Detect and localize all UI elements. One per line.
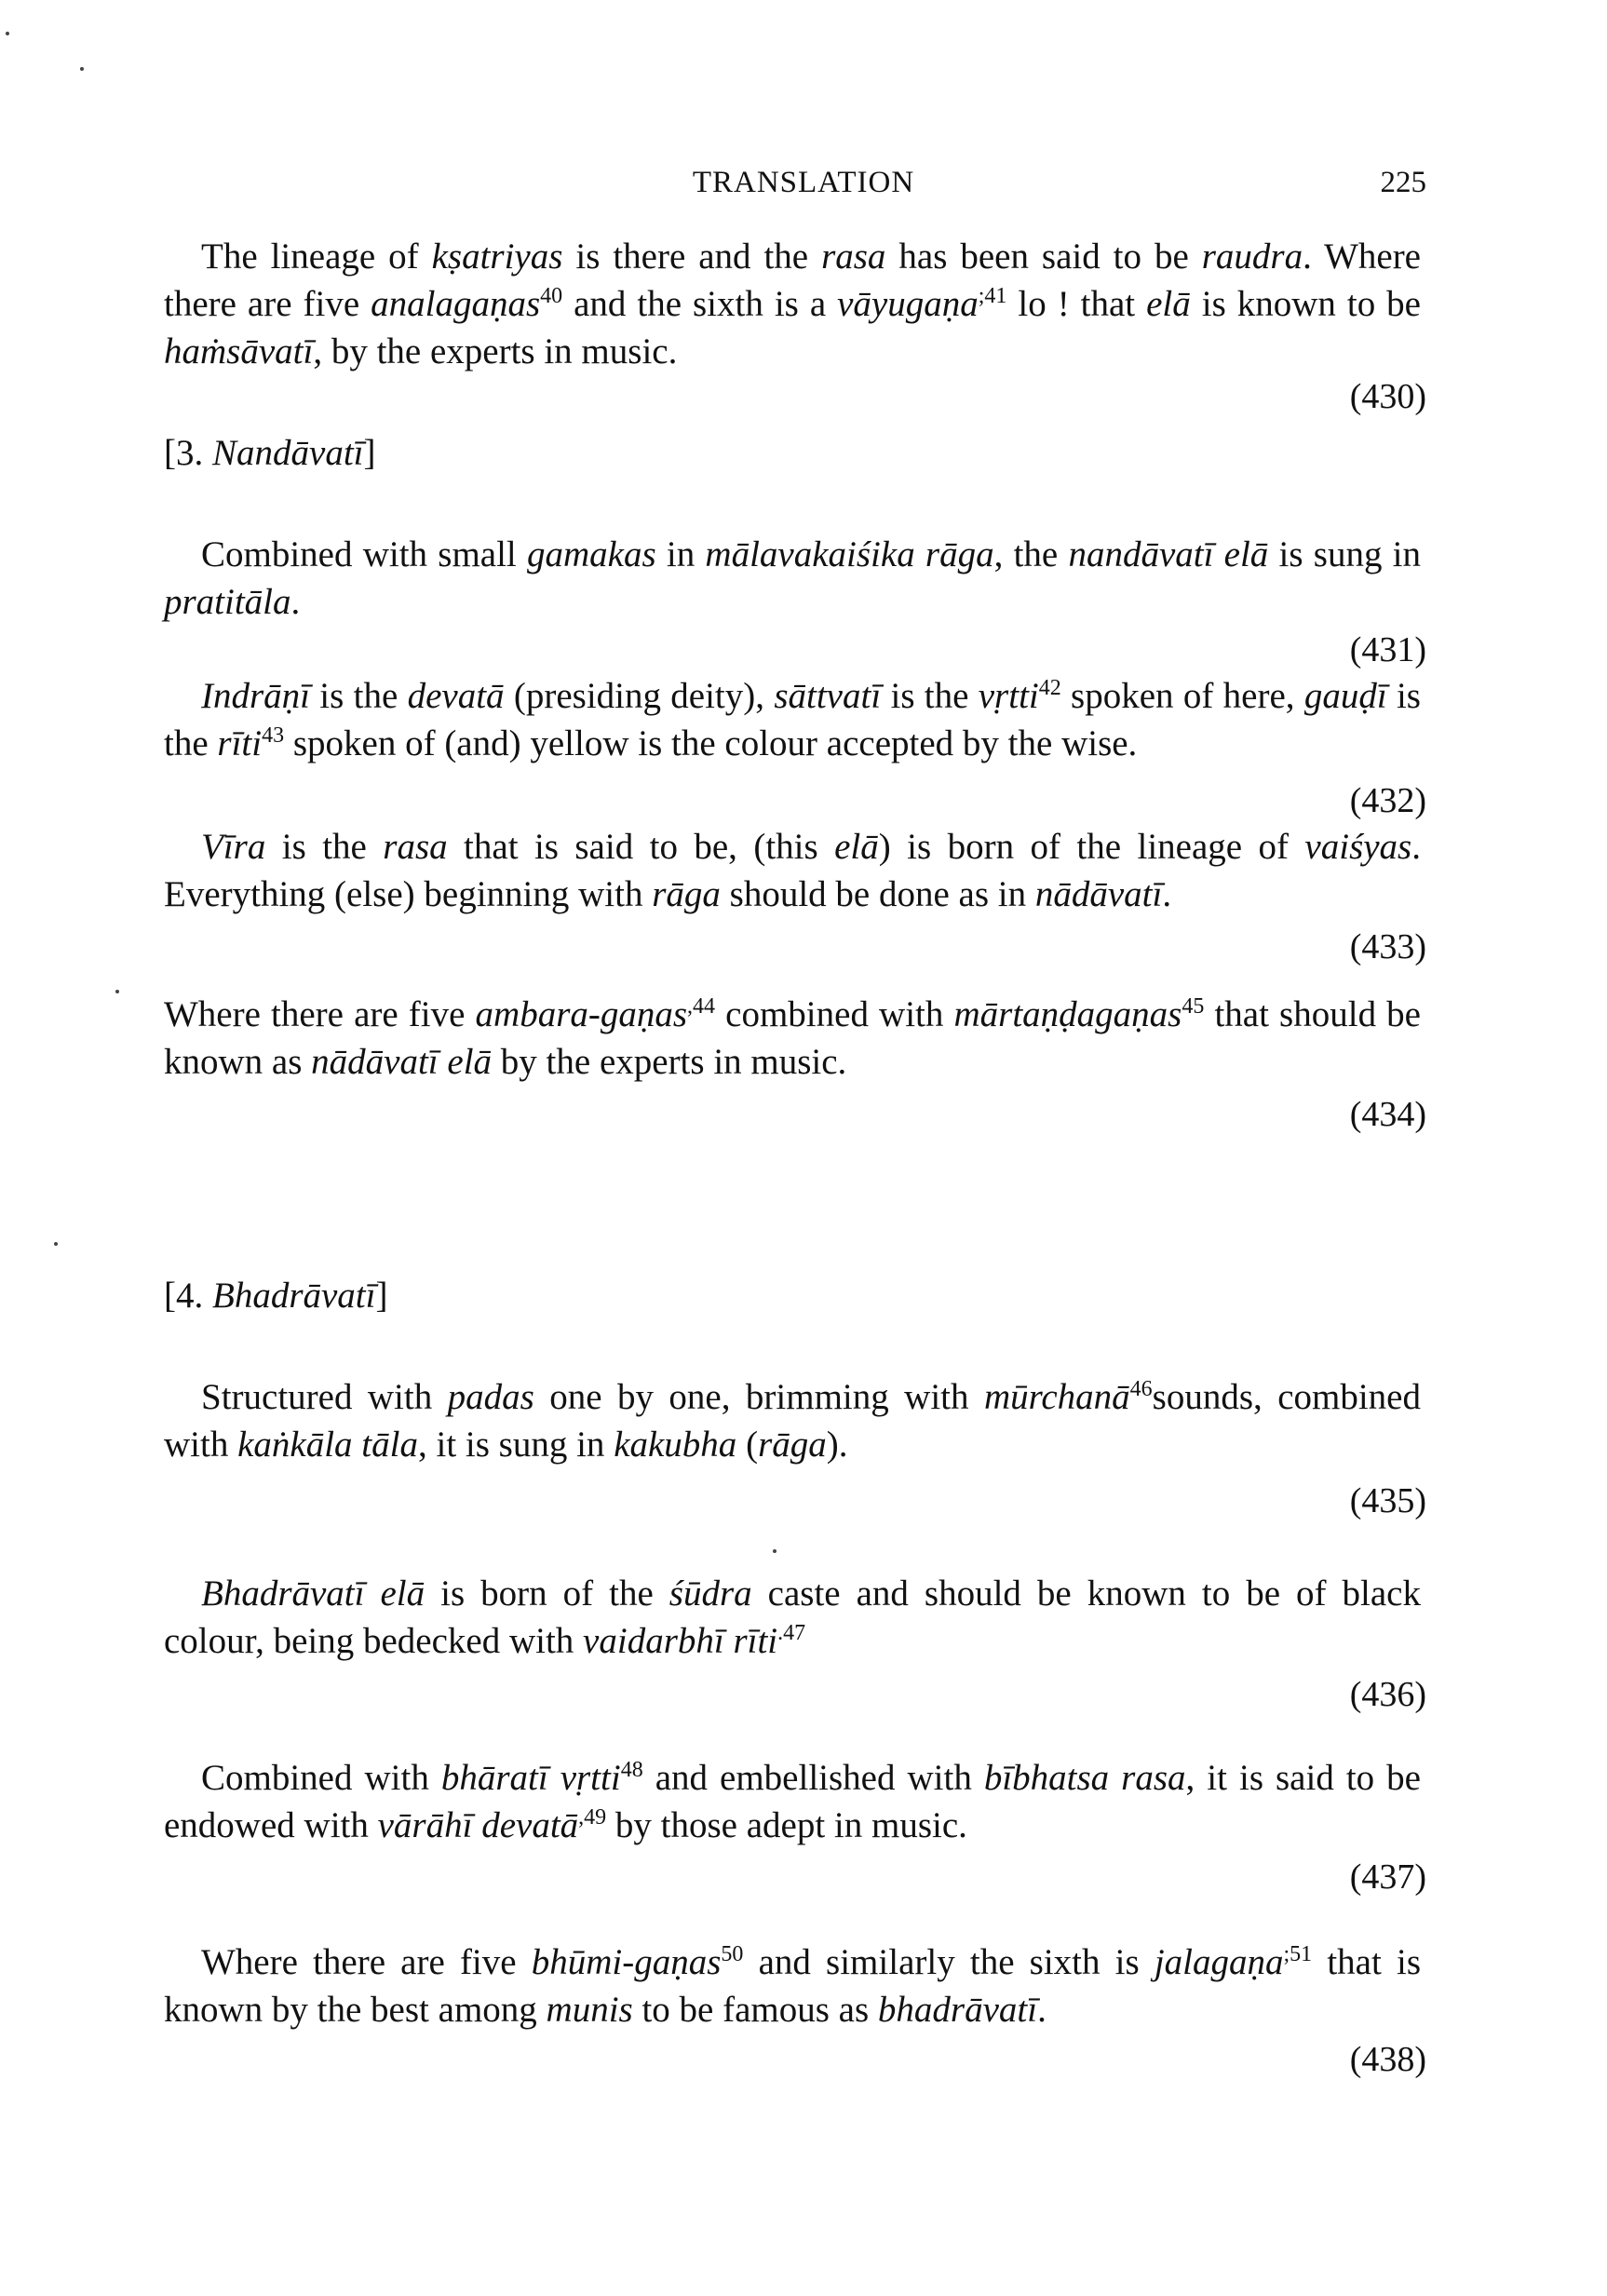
text-run: ) is born of the lineage of bbox=[878, 827, 1305, 867]
text-run: is known to be bbox=[1190, 284, 1421, 324]
footnote-ref: 43 bbox=[262, 723, 285, 748]
italic-term: Vīra bbox=[201, 827, 266, 867]
italic-term: bhadrāvatī bbox=[877, 1990, 1038, 2030]
text-run: , the bbox=[993, 534, 1069, 574]
text-run: caste and should be known to be of black colour, being bedecked with bbox=[164, 1573, 1421, 1661]
scan-speck bbox=[115, 990, 119, 993]
italic-term: śūdra bbox=[668, 1573, 752, 1614]
text-run: (presiding deity), bbox=[504, 676, 775, 716]
text-run: , it is said to be endowed with bbox=[164, 1758, 1421, 1845]
text-run: Combined with small bbox=[201, 534, 527, 574]
text-run: ( bbox=[736, 1425, 759, 1465]
text-run: and similarly the sixth is bbox=[743, 1942, 1155, 1982]
italic-term: haṁsāvatī bbox=[164, 331, 314, 371]
italic-term: gamakas bbox=[526, 534, 656, 574]
footnote-ref: 50 bbox=[721, 1942, 744, 1966]
italic-term: bhūmi-gaṇas bbox=[531, 1942, 722, 1982]
italic-term: vārāhī devatā bbox=[377, 1805, 579, 1845]
verse-number-431: (431) bbox=[1349, 630, 1426, 669]
text-run: sounds, combined with bbox=[164, 1377, 1421, 1465]
running-header: TRANSLATION bbox=[692, 166, 915, 199]
italic-term: mūrchanā bbox=[983, 1377, 1130, 1417]
italic-term: vaidarbhī rīti bbox=[583, 1621, 778, 1661]
text-run: ] bbox=[363, 433, 376, 473]
paragraph-431 bbox=[164, 531, 1421, 626]
paragraph-434 bbox=[164, 991, 1421, 1086]
text-run: by the experts in music. bbox=[492, 1042, 847, 1082]
scan-speck bbox=[6, 32, 9, 35]
text-run: one by one, brimming with bbox=[533, 1377, 984, 1417]
page-number: 225 bbox=[1380, 166, 1426, 199]
text-run: that is said to be, (this bbox=[447, 827, 835, 867]
footnote-ref: 45 bbox=[1182, 994, 1205, 1019]
italic-term: mārtaṇḍagaṇas bbox=[953, 994, 1182, 1034]
italic-term: rasa bbox=[383, 827, 448, 867]
italic-term: bhāratī vṛtti bbox=[440, 1758, 621, 1798]
text-run: . bbox=[1162, 874, 1172, 914]
text-run: is sung in bbox=[1268, 534, 1421, 574]
text-run: [4. bbox=[164, 1276, 212, 1316]
footnote-ref: ,44 bbox=[687, 994, 716, 1019]
paragraph-433 bbox=[164, 823, 1421, 918]
paragraph-432 bbox=[164, 672, 1421, 767]
italic-term: vṛtti bbox=[978, 676, 1039, 716]
text-run: . Everything (else) beginning with bbox=[164, 827, 1421, 914]
italic-term: vaiśyas bbox=[1304, 827, 1412, 867]
verse-number-436: (436) bbox=[1349, 1675, 1426, 1714]
italic-term: jalagaṇa bbox=[1154, 1942, 1284, 1982]
text-run: . Where there are five bbox=[164, 236, 1421, 324]
scan-speck bbox=[773, 1549, 776, 1553]
text-run: and embellished with bbox=[642, 1758, 984, 1798]
section-heading-3 bbox=[164, 432, 376, 474]
italic-term: rasa bbox=[821, 236, 886, 277]
text-run: is the bbox=[164, 676, 1421, 763]
text-run: that is known by the best among bbox=[164, 1942, 1421, 2030]
italic-term: padas bbox=[447, 1377, 534, 1417]
italic-term: kṣatriyas bbox=[431, 236, 563, 277]
text-run: . bbox=[290, 582, 301, 622]
verse-number-435: (435) bbox=[1349, 1481, 1426, 1520]
italic-term: rāga bbox=[652, 874, 721, 914]
text-run: that should be known as bbox=[164, 994, 1421, 1082]
paragraph-430 bbox=[164, 233, 1421, 375]
italic-term: pratitāla bbox=[164, 582, 291, 622]
verse-number-437: (437) bbox=[1349, 1857, 1426, 1897]
italic-term: sāttvatī bbox=[774, 676, 882, 716]
scan-speck bbox=[80, 67, 84, 71]
italic-term: analagaṇas bbox=[371, 284, 541, 324]
italic-term: ambara-gaṇas bbox=[475, 994, 688, 1034]
footnote-ref: .47 bbox=[777, 1621, 806, 1645]
italic-term: mālavakaiśika rāga bbox=[705, 534, 994, 574]
footnote-ref: ;41 bbox=[978, 284, 1007, 308]
italic-term: raudra bbox=[1201, 236, 1303, 277]
italic-term: Nandāvatī bbox=[212, 433, 364, 473]
verse-number-438: (438) bbox=[1349, 2040, 1426, 2079]
italic-term: Bhadrāvatī elā bbox=[201, 1573, 425, 1614]
text-run: to be famous as bbox=[632, 1990, 878, 2030]
text-run: The lineage of bbox=[201, 236, 432, 277]
text-run: ] bbox=[375, 1276, 388, 1316]
text-run: Where there are five bbox=[164, 994, 476, 1034]
italic-term: rāga bbox=[758, 1425, 827, 1465]
italic-term: rīti bbox=[217, 723, 263, 763]
italic-term: bībhatsa rasa bbox=[983, 1758, 1186, 1798]
footnote-ref: 48 bbox=[620, 1758, 643, 1782]
italic-term: nandāvatī elā bbox=[1068, 534, 1269, 574]
footnote-ref: ;51 bbox=[1283, 1942, 1313, 1966]
verse-number-433: (433) bbox=[1349, 927, 1426, 966]
italic-term: elā bbox=[834, 827, 879, 867]
text-run: in bbox=[655, 534, 706, 574]
text-run: , it is sung in bbox=[417, 1425, 614, 1465]
text-run: combined with bbox=[715, 994, 954, 1034]
text-run: ). bbox=[826, 1425, 848, 1465]
verse-number-434: (434) bbox=[1349, 1095, 1426, 1134]
text-run: Combined with bbox=[201, 1758, 441, 1798]
footnote-ref: 40 bbox=[540, 284, 563, 308]
italic-term: nādāvatī bbox=[1034, 874, 1163, 914]
text-run: is there and the bbox=[562, 236, 822, 277]
text-run: Structured with bbox=[201, 1377, 448, 1417]
text-run: [3. bbox=[164, 433, 212, 473]
italic-term: kaṅkāla tāla bbox=[237, 1425, 418, 1465]
text-run: Where there are five bbox=[201, 1942, 532, 1982]
italic-term: elā bbox=[1146, 284, 1191, 324]
paragraph-437 bbox=[164, 1754, 1421, 1849]
paragraph-436 bbox=[164, 1570, 1421, 1665]
section-heading-4 bbox=[164, 1275, 387, 1317]
italic-term: vāyugaṇa bbox=[837, 284, 979, 324]
footnote-ref: 46 bbox=[1129, 1377, 1153, 1401]
italic-term: munis bbox=[546, 1990, 633, 2030]
text-run: is the bbox=[265, 827, 384, 867]
text-run: . bbox=[1037, 1990, 1047, 2030]
paragraph-435 bbox=[164, 1373, 1421, 1468]
text-run: , by the experts in music. bbox=[313, 331, 678, 371]
text-run: by those adept in music. bbox=[606, 1805, 967, 1845]
italic-term: Bhadrāvatī bbox=[212, 1276, 376, 1316]
text-run: is born of the bbox=[425, 1573, 669, 1614]
italic-term: gauḍī bbox=[1303, 676, 1387, 716]
italic-term: Indrāṇī bbox=[201, 676, 310, 716]
text-run: is the bbox=[310, 676, 408, 716]
verse-number-430: (430) bbox=[1349, 377, 1426, 416]
footnote-ref: ,49 bbox=[578, 1805, 607, 1830]
italic-term: kakubha bbox=[614, 1425, 737, 1465]
italic-term: nādāvatī elā bbox=[311, 1042, 493, 1082]
text-run: has been said to be bbox=[885, 236, 1202, 277]
italic-term: devatā bbox=[407, 676, 505, 716]
text-run: should be done as in bbox=[720, 874, 1035, 914]
text-run: spoken of (and) yellow is the colour accepted by the wise. bbox=[284, 723, 1138, 763]
text-run: spoken of here, bbox=[1060, 676, 1304, 716]
text-run: and the sixth is a bbox=[562, 284, 838, 324]
footnote-ref: 42 bbox=[1038, 676, 1061, 700]
verse-number-432: (432) bbox=[1349, 781, 1426, 820]
text-run: lo ! that bbox=[1006, 284, 1147, 324]
paragraph-438 bbox=[164, 1938, 1421, 2033]
text-run: is the bbox=[881, 676, 979, 716]
scan-speck bbox=[54, 1242, 58, 1246]
